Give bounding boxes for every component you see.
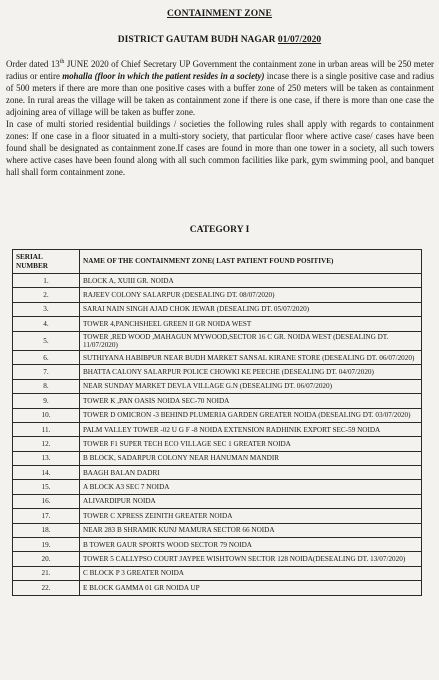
zone-name-cell: RAJEEV COLONY SALARPUR (DESEALING DT. 08/07/2020) (80, 288, 422, 302)
table-row (13, 408, 422, 422)
serial-number-cell: 7. (13, 365, 80, 379)
serial-number-header: SERIAL NUMBER (13, 250, 80, 274)
zone-name-cell: NEAR SUNDAY MARKET DEVLA VILLAGE G.N (DESEALING DT. 06/07/2020) (80, 379, 422, 393)
date-superscript: th (59, 59, 65, 66)
table-row (13, 494, 422, 508)
zone-name-cell: SUTHIYANA HABIBPUR NEAR BUDH MARKET SANSAL KIRANE STORE (DESEALING DT. 06/07/2020) (80, 350, 422, 364)
table-row (13, 288, 422, 302)
serial-number-cell: 9. (13, 394, 80, 408)
zone-name-cell: NEAR 283 B SHRAMIK KUNJ MAMURA SECTOR 66 NOIDA (80, 523, 422, 537)
order-text-part: incase there is a single positive case and radius of 500 meters if there are more than one positive cases with a buffer zone of 250 meters will be taken as containment zone. In rural areas the village will be taken as containment zone if there is one case, if there is more than one case the adjoining area of village will be taken as buffer zone. (6, 71, 434, 117)
table-row (13, 538, 422, 552)
zone-name-cell: TOWER 4,PANCHSHEEL GREEN II GR NOIDA WEST (80, 317, 422, 331)
serial-number-cell: 3. (13, 302, 80, 316)
zone-name-cell: TOWER F1 SUPER TECH ECO VILLAGE SEC 1 GREATER NOIDA (80, 437, 422, 451)
serial-number-cell: 11. (13, 422, 80, 436)
serial-number-cell: 10. (13, 408, 80, 422)
serial-number-cell: 2. (13, 288, 80, 302)
serial-number-cell: 14. (13, 466, 80, 480)
serial-number-cell: 18. (13, 523, 80, 537)
mohalla-emphasis: mohalla (floor in which the patient resides in a society) (62, 71, 265, 81)
zone-name-cell: TOWER 5 CALLYPSO COURT JAYPEE WISHTOWN SECTOR 128 NOIDA(DESEALING DT. 13/07/2020) (80, 552, 422, 566)
zone-name-cell: TOWER ,RED WOOD ,MAHAGUN MYWOOD,SECTOR 16 C GR. NOIDA WEST (DESEALING DT. 11/07/2020) (80, 331, 422, 350)
order-paragraph (6, 58, 434, 118)
district-name: DISTRICT GAUTAM BUDH NAGAR (117, 35, 276, 45)
zone-name-cell: BLOCK A, XUIII GR. NOIDA (80, 274, 422, 288)
serial-number-cell: 6. (13, 350, 80, 364)
serial-number-cell: 12. (13, 437, 80, 451)
zone-name-cell: SARAI NAIN SINGH AJAD CHOK JEWAR (DESEALING DT. 05/07/2020) (80, 302, 422, 316)
table-row (13, 317, 422, 331)
table-row (13, 581, 422, 595)
serial-number-cell: 1. (13, 274, 80, 288)
table-row (13, 552, 422, 566)
zone-name-cell: TOWER C XPRESS ZEINITH GREATER NOIDA (80, 509, 422, 523)
serial-number-cell: 17. (13, 509, 80, 523)
zone-name-cell: BHATTA CALONY SALARPUR POLICE CHOWKI KE PEECHE (DESEALING DT. 04/07/2020) (80, 365, 422, 379)
serial-number-cell: 8. (13, 379, 80, 393)
heading-date: 01/07/2020 (277, 35, 322, 45)
table-row (13, 437, 422, 451)
serial-number-cell: 5. (13, 331, 80, 350)
zone-name-cell: A BLOCK A3 SEC 7 NOIDA (80, 480, 422, 494)
serial-number-cell: 15. (13, 480, 80, 494)
zone-name-cell: BAAGH BALAN DADRI (80, 466, 422, 480)
serial-number-cell: 13. (13, 451, 80, 465)
serial-number-cell: 4. (13, 317, 80, 331)
table-row (13, 302, 422, 316)
zone-name-cell: TOWER K ,PAN OASIS NOIDA SEC-70 NOIDA (80, 394, 422, 408)
table-row (13, 331, 422, 350)
order-text-part: JUNE 2020 of Chief Secretary UP Government the containment zone in urban areas will be 250 meter radius or entire (6, 59, 435, 81)
serial-number-cell: 21. (13, 566, 80, 580)
table-row (13, 422, 422, 436)
serial-number-cell: 19. (13, 538, 80, 552)
table-row (13, 509, 422, 523)
zone-name-cell: ALIVARDIPUR NOIDA (80, 494, 422, 508)
zone-name-header: NAME OF THE CONTAINMENT ZONE( LAST PATIENT FOUND POSITIVE) (80, 250, 422, 274)
table-row (13, 466, 422, 480)
table-row (13, 394, 422, 408)
serial-number-cell: 16. (13, 494, 80, 508)
zone-name-cell: C BLOCK P 3 GREATER NOIDA (80, 566, 422, 580)
order-text-part: Order dated 13 (6, 59, 60, 69)
table-row (13, 365, 422, 379)
zone-name-cell: E BLOCK GAMMA 01 GR NOIDA UP (80, 581, 422, 595)
containment-zone-table (12, 249, 422, 596)
table-row (13, 566, 422, 580)
document-title: CONTAINMENT ZONE (167, 9, 272, 19)
table-header-row (13, 250, 422, 274)
zone-name-cell: B TOWER GAUR SPORTS WOOD SECTOR 79 NOIDA (80, 538, 422, 552)
table-row (13, 350, 422, 364)
serial-number-cell: 20. (13, 552, 80, 566)
district-heading (0, 35, 439, 45)
table-row (13, 523, 422, 537)
category-title: CATEGORY I (189, 225, 250, 235)
table-row (13, 480, 422, 494)
table-body (13, 274, 422, 596)
zone-name-cell: B BLOCK, SADARPUR COLONY NEAR HANUMAN MANDIR (80, 451, 422, 465)
zone-name-cell: PALM VALLEY TOWER -02 U G F -8 NOIDA EXTENSION RADHINIK EXPORT SEC-59 NOIDA (80, 422, 422, 436)
society-rules-paragraph: In case of multi storied residential buildings / societies the following rules shall apply with regards to containment zones: If one case in a floor situated in a multi-story society, that particular floor where active case/ cases have been found shall be designated as containment zone.If cases are found in more than one tower in a society, all such towers where active cases have been found along with all such common facilities like park, gym swimming pool, and banquet hall shall form containment zone. (6, 119, 434, 177)
zone-name-cell: TOWER D OMICRON -3 BEHIND PLUMERIA GARDEN GREATER NOIDA (DESEALING DT. 03/07/2020) (80, 408, 422, 422)
order-text (6, 58, 434, 178)
table-row (13, 451, 422, 465)
table-row (13, 379, 422, 393)
table-row (13, 274, 422, 288)
serial-number-cell: 22. (13, 581, 80, 595)
